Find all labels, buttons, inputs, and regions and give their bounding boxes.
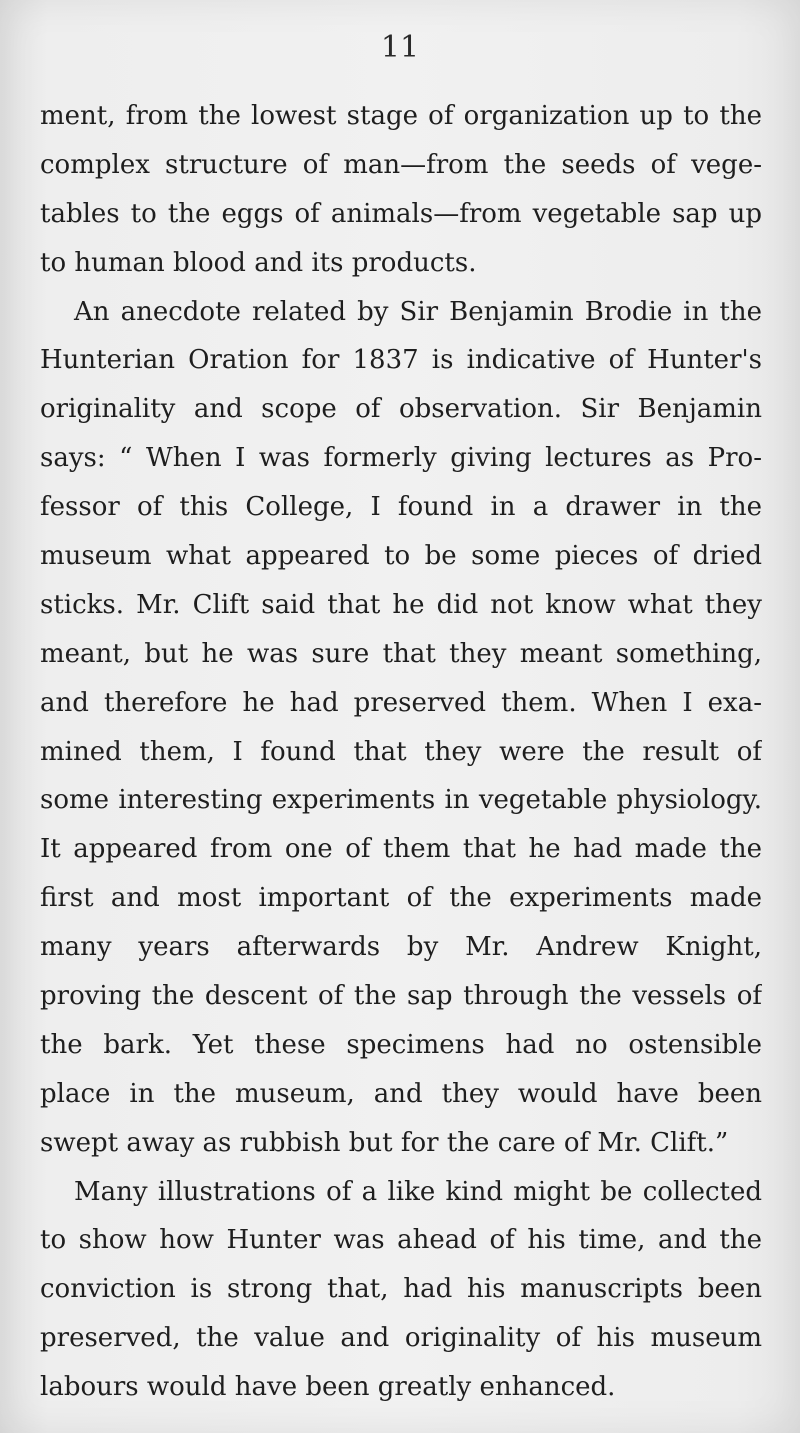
body-text (40, 92, 762, 1412)
text-line: sticks. Mr. Clift said that he did not know what they (40, 589, 762, 620)
text-line: Hunterian Oration for 1837 is indicative of Hunter's (40, 345, 762, 376)
text-line: place in the museum, and they would have been (40, 1078, 762, 1109)
text-line: museum what appeared to be some pieces of dried (40, 541, 762, 572)
text-line: proving the descent of the sap through the vessels of (40, 981, 762, 1012)
text-line: to show how Hunter was ahead of his time, and the (40, 1225, 762, 1256)
text-line: to human blood and its products. (40, 247, 477, 278)
text-line: tables to the eggs of animals—from vegetable sap up (40, 198, 762, 229)
text-line: complex structure of man—from the seeds of vege- (40, 149, 762, 180)
text-line: preserved, the value and originality of his museum (40, 1323, 762, 1354)
text-line: ment, from the lowest stage of organization up to the (40, 101, 762, 131)
text-line: conviction is strong that, had his manuscripts been (40, 1274, 762, 1305)
text-line: labours would have been greatly enhanced. (40, 1372, 616, 1403)
text-line: first and most important of the experiments made (40, 883, 762, 914)
text-line: originality and scope of observation. Sir Benjamin (40, 394, 762, 425)
text-line: meant, but he was sure that they meant something, (40, 638, 762, 669)
text-line: mined them, I found that they were the result of (40, 736, 762, 767)
text-line: some interesting experiments in vegetable physiology. (40, 785, 762, 816)
text-line: the bark. Yet these specimens had no ostensible (40, 1029, 762, 1060)
paragraph-first-line: Many illustrations of a like kind might be collected (74, 1176, 762, 1207)
text-line: fessor of this College, I found in a drawer in the (40, 492, 762, 523)
text-line: and therefore he had preserved them. When I exa- (40, 687, 762, 718)
text-line: many years afterwards by Mr. Andrew Knight, (40, 932, 762, 963)
text-line: says: “ When I was formerly giving lectures as Pro- (40, 443, 762, 474)
text-line: It appeared from one of them that he had made the (40, 834, 762, 865)
text-line: swept away as rubbish but for the care of Mr. Clift.” (40, 1127, 729, 1158)
page-number: 11 (380, 30, 420, 65)
paragraph-first-line: An anecdote related by Sir Benjamin Brodie in the (74, 296, 762, 327)
